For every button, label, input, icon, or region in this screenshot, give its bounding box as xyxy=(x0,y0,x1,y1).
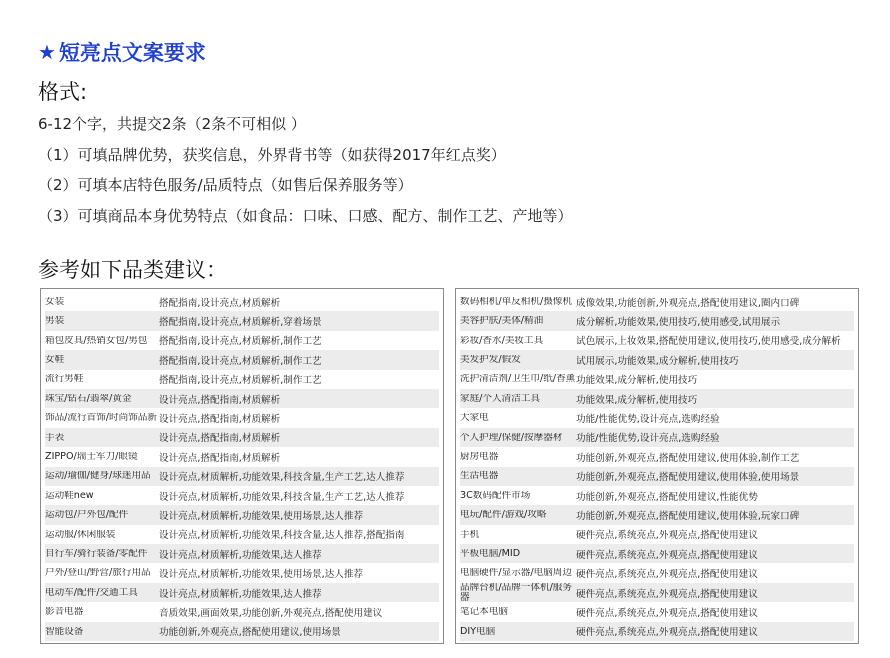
table-row xyxy=(460,525,854,544)
category-name: 饰品/流行首饰/时尚饰品新 xyxy=(45,413,157,423)
category-suggestion: 设计亮点,搭配指南,材质解析 xyxy=(159,394,281,406)
table-row xyxy=(45,447,439,466)
table-row xyxy=(460,428,854,447)
table-row xyxy=(460,602,854,621)
table-row xyxy=(460,505,854,524)
category-name: 电脑硬件/显示器/电脑周边 xyxy=(460,568,572,578)
category-name: 男装 xyxy=(45,316,65,326)
category-suggestion: 设计亮点,材质解析,功能效果,科技含量,生产工艺,达人推荐 xyxy=(159,472,405,484)
category-suggestion: 设计亮点,材质解析,功能效果,使用场景,达人推荐 xyxy=(159,510,364,522)
category-name: 运动服/休闲服装 xyxy=(45,529,116,540)
category-table-left-body xyxy=(45,292,439,639)
category-suggestion: 硬件亮点,系统亮点,外观亮点,搭配使用建议 xyxy=(576,569,758,581)
table-row xyxy=(460,408,854,427)
category-suggestion: 搭配指南,设计亮点,材质解析,制作工艺 xyxy=(159,336,322,348)
category-suggestion: 硬件亮点,系统亮点,外观亮点,搭配使用建议 xyxy=(576,627,758,639)
category-suggestion: 设计亮点,搭配指南,材质解析 xyxy=(159,433,281,445)
table-row xyxy=(460,292,854,311)
section-title xyxy=(38,38,206,66)
category-name: 平板电脑/MID xyxy=(460,548,521,559)
category-name: DIY电脑 xyxy=(460,626,496,637)
table-row xyxy=(45,408,439,427)
category-suggestion: 设计亮点,材质解析,功能效果,使用场景,达人推荐 xyxy=(159,569,364,581)
category-name: 户外/登山/野营/旅行用品 xyxy=(45,568,151,578)
category-suggestion: 成分解析,功能效果,使用技巧,使用感受,试用展示 xyxy=(576,317,781,329)
table-row xyxy=(45,583,439,602)
category-name: 生活电器 xyxy=(460,471,499,481)
table-row xyxy=(460,370,854,389)
table-row xyxy=(45,389,439,408)
category-name: 厨房电器 xyxy=(460,452,499,462)
table-row xyxy=(45,370,439,389)
category-suggestion: 音质效果,画面效果,功能创新,外观亮点,搭配使用建议 xyxy=(159,607,383,619)
category-suggestion: 试色展示,上妆效果,搭配使用建议,使用技巧,使用感受,成分解析 xyxy=(576,336,841,348)
category-suggestion: 成像效果,功能创新,外观亮点,搭配使用建议,圈内口碑 xyxy=(576,297,800,309)
table-row xyxy=(460,447,854,466)
table-row xyxy=(45,486,439,505)
category-suggestion: 设计亮点,搭配指南,材质解析 xyxy=(159,414,281,426)
category-name: 流行男鞋 xyxy=(45,374,84,385)
table-row xyxy=(45,467,439,486)
category-name: 个人护理/保健/按摩器材 xyxy=(460,432,563,443)
table-row xyxy=(45,292,439,311)
table-row xyxy=(45,428,439,447)
category-suggestion: 硬件亮点,系统亮点,外观亮点,搭配使用建议 xyxy=(576,549,758,561)
category-name: 影音电器 xyxy=(45,607,84,617)
category-name: 运动包/户外包/配件 xyxy=(45,510,129,520)
category-suggestion: 设计亮点,材质解析,功能效果,达人推荐 xyxy=(159,549,322,561)
category-suggestion: 功能创新,外观亮点,搭配使用建议,使用场景 xyxy=(159,627,341,639)
category-name: 手机 xyxy=(460,529,480,540)
category-suggestion: 设计亮点,材质解析,功能效果,达人推荐 xyxy=(159,588,322,600)
category-suggestion: 设计亮点,材质解析,功能效果,科技含量,生产工艺,达人推荐 xyxy=(159,491,405,503)
category-suggestion: 功能效果,成分解析,使用技巧 xyxy=(576,394,698,406)
table-row xyxy=(460,583,854,602)
table-row xyxy=(45,544,439,563)
category-name: 电玩/配件/游戏/攻略 xyxy=(460,510,547,520)
category-name: 女鞋 xyxy=(45,355,65,365)
category-suggestion: 搭配指南,设计亮点,材质解析,制作工艺 xyxy=(159,375,322,387)
table-row xyxy=(460,486,854,505)
category-name: 运动/瑜伽/健身/球迷用品 xyxy=(45,471,151,481)
category-name: 珠宝/钻石/翡翠/黄金 xyxy=(45,393,132,404)
table-row xyxy=(45,525,439,544)
category-suggestion: 设计亮点,材质解析,功能效果,科技含量,达人推荐,搭配指南 xyxy=(159,530,405,542)
category-name: 3C数码配件市场 xyxy=(460,490,531,501)
category-name: 美发护发/假发 xyxy=(460,355,521,365)
category-name: 手表 xyxy=(45,432,65,443)
category-name: 笔记本电脑 xyxy=(460,607,508,617)
category-suggestion: 功能/性能优势,设计亮点,选购经验 xyxy=(576,414,720,426)
category-suggestion: 功能创新,外观亮点,搭配使用建议,性能优势 xyxy=(576,491,758,503)
category-table-right xyxy=(455,288,859,644)
category-suggestion: 功能/性能优势,设计亮点,选购经验 xyxy=(576,433,720,445)
category-name: 美容护肤/美体/精油 xyxy=(460,316,544,326)
star-icon: ★ xyxy=(38,40,56,64)
table-row xyxy=(460,350,854,369)
format-line-service: （2）可填本店特色服务/品质特点（如售后保养服务等） xyxy=(38,176,413,194)
table-row xyxy=(45,311,439,330)
category-suggestion: 搭配指南,设计亮点,材质解析,制作工艺 xyxy=(159,355,322,367)
format-heading: 格式: xyxy=(38,80,88,104)
category-name: 洗护清洁剂/卫生巾/纸/香薰 xyxy=(460,374,576,385)
category-name: 自行车/骑行装备/零配件 xyxy=(45,548,148,559)
table-row xyxy=(460,389,854,408)
format-line-product: （3）可填商品本身优势特点（如食品：口味、口感、配方、制作工艺、产地等） xyxy=(38,207,573,225)
category-name: 数码相机/单反相机/摄像机 xyxy=(460,296,572,307)
category-name: ZIPPO/瑞士军刀/眼镜 xyxy=(45,452,138,462)
category-suggestion: 功能创新,外观亮点,搭配使用建议,使用体验,使用场景 xyxy=(576,472,800,484)
category-name: 女装 xyxy=(45,296,65,307)
category-name: 彩妆/香水/美妆工具 xyxy=(460,335,544,346)
category-suggestion: 搭配指南,设计亮点,材质解析,穿着场景 xyxy=(159,317,322,329)
category-name: 箱包皮具/热销女包/男包 xyxy=(45,335,148,346)
category-suggestion: 设计亮点,搭配指南,材质解析 xyxy=(159,452,281,464)
category-name: 家庭/个人清洁工具 xyxy=(460,393,540,404)
category-suggestion: 功能创新,外观亮点,搭配使用建议,使用体验,玩家口碑 xyxy=(576,510,800,522)
category-table-right-body xyxy=(460,292,854,639)
category-name: 品牌台机/品牌一体机/服务器 xyxy=(460,582,572,603)
category-table-left xyxy=(40,288,444,644)
category-suggestion: 搭配指南,设计亮点,材质解析 xyxy=(159,297,281,309)
table-row xyxy=(460,311,854,330)
section-title-text: 短亮点文案要求 xyxy=(58,41,206,65)
category-suggestion: 功能创新,外观亮点,搭配使用建议,使用体验,制作工艺 xyxy=(576,452,800,464)
category-name: 智能设备 xyxy=(45,626,84,637)
table-row xyxy=(45,602,439,621)
category-suggestion: 硬件亮点,系统亮点,外观亮点,搭配使用建议 xyxy=(576,588,758,600)
format-line-length: 6-12个字，共提交2条（2条不可相似 ） xyxy=(38,115,306,133)
table-row xyxy=(45,350,439,369)
category-name: 电动车/配件/交通工具 xyxy=(45,587,138,598)
table-row xyxy=(460,331,854,350)
category-name: 大家电 xyxy=(460,413,489,423)
table-row xyxy=(45,563,439,582)
table-row xyxy=(460,544,854,563)
suggestions-heading: 参考如下品类建议： xyxy=(38,258,227,282)
table-row xyxy=(460,467,854,486)
table-row xyxy=(45,331,439,350)
table-row xyxy=(460,622,854,641)
category-suggestion: 硬件亮点,系统亮点,外观亮点,搭配使用建议 xyxy=(576,530,758,542)
format-line-brand: （1）可填品牌优势，获奖信息，外界背书等（如获得2017年红点奖） xyxy=(38,146,506,164)
table-row xyxy=(45,622,439,641)
category-suggestion: 硬件亮点,系统亮点,外观亮点,搭配使用建议 xyxy=(576,607,758,619)
category-suggestion: 功能效果,成分解析,使用技巧 xyxy=(576,375,698,387)
table-row xyxy=(45,505,439,524)
category-suggestion: 试用展示,功能效果,成分解析,使用技巧 xyxy=(576,355,739,367)
table-row xyxy=(460,563,854,582)
category-name: 运动鞋new xyxy=(45,490,94,501)
